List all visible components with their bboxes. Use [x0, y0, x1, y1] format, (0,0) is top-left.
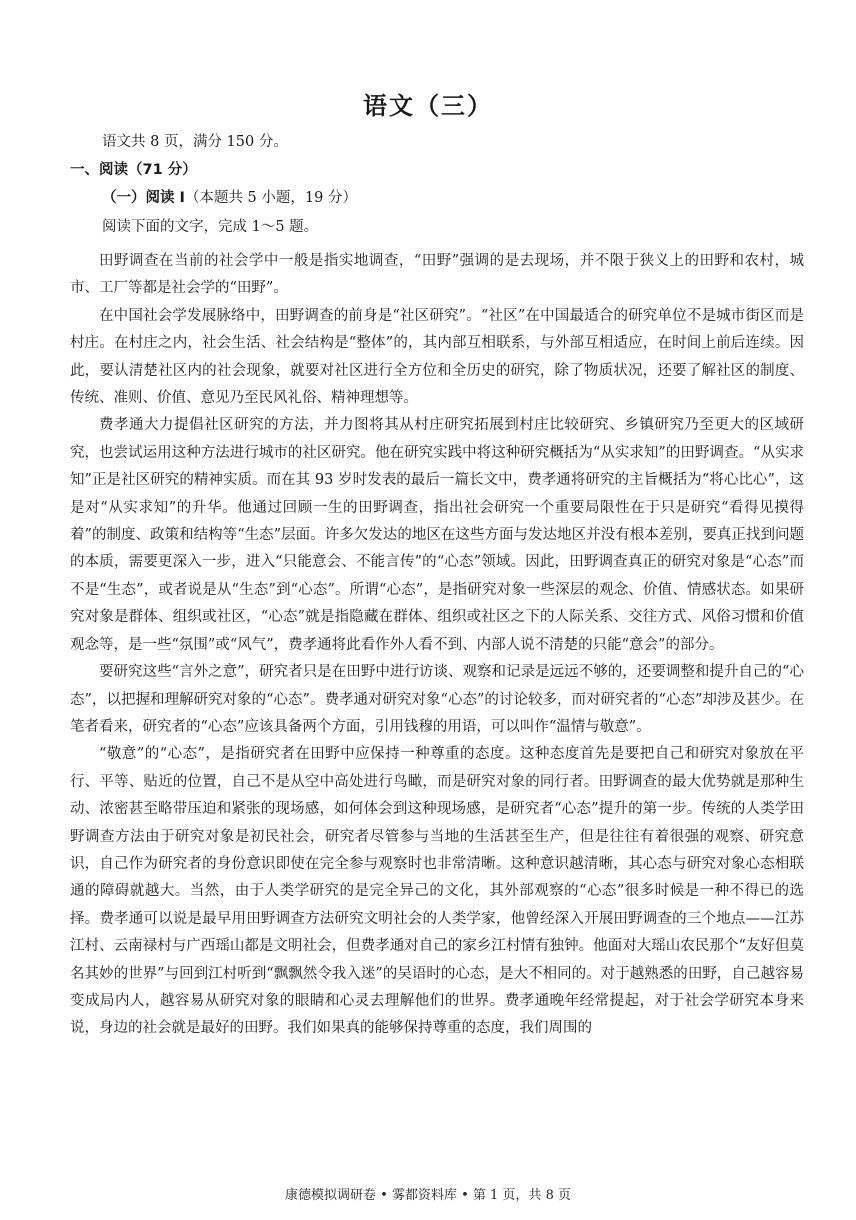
subsection-label: （一）阅读 Ⅰ — [102, 190, 185, 206]
passage-paragraph-5: “敬意”的“心态”，是指研究者在田野中应保持一种尊重的态度。这种态度首先是要把自己和研究对象放在平行、平等、贴近的位置，自己不是从空中高处进行鸟瞰，而是研究对象的同行者。田野调查的最大优势就是那种生动、浓密甚至略带压迫和紧张的现场感，如何体会到这种现场感，是研究者“心态”提升的第一步。传统的人类学田野调查方法由于研究对象是初民社会，研究者尽管参与当地的生活甚至生产，但是往往有着很强的观察、研究意识，自己作为研究者的身份意识即使在完全参与观察时也非常清晰。这种意识越清晰，其心态与研究对象心态相联通的障碍就越大。当然，由于人类学研究的是完全异己的文化，其外部观察的“心态”很多时候是一种不得已的选择。费孝通可以说是最早用田野调查方法研究文明社会的人类学家，他曾经深入开展田野调查的三个地点——江苏江村、云南禄村与广西瑶山都是文明社会，但费孝通对自己的家乡江村情有独钟。他面对大瑶山农民那个“友好但莫名其妙的世界”与回到江村听到“飘飘然令我入迷”的吴语时的心态，是大不相同的。对于越熟悉的田野，自己越容易变成局内人，越容易从研究对象的眼睛和心灵去理解他们的世界。费孝通晚年经常提起，对于社会学研究本身来说，身边的社会就是最好的田野。我们如果真的能够保持尊重的态度，我们周围的 — [70, 746, 804, 1037]
exam-intro: 语文共 8 页，满分 150 分。 — [102, 134, 288, 150]
passage-body — [70, 248, 804, 1043]
passage-paragraph-3: 费孝通大力提倡社区研究的方法，并力图将其从村庄研究拓展到村庄比较研究、乡镇研究乃至更大的区域研究，也尝试运用这种方法进行城市的社区研究。他在研究实践中将这种研究概括为“从实求知”的田野调查。“从实求知”正是社区研究的精神实质。而在其 93 岁时发表的最后一篇长文中，费孝通将研究的主旨概括为“将心比心”，这是对“从实求知”的升华。他通过回顾一生的田野调查，指出社会研究一个重要局限性在于只是研究“看得见摸得着”的制度、政策和结构等“生态”层面。许多欠发达的地区在这些方面与发达地区并没有根本差别，要真正找到问题的本质，需要更深入一步，进入“只能意会、不能言传”的“心态”领域。因此，田野调查真正的研究对象是“心态”而不是“生态”，或者说是从“生态”到“心态”。所谓“心态”，是指研究对象一些深层的观念、价值、情感状态。如果研究对象是群体、组织或社区，“心态”就是指隐藏在群体、组织或社区之下的人际关系、交往方式、风俗习惯和价值观念等，是一些“氛围”或“风气”，费孝通将此看作外人看不到、内部人说不清楚的只能“意会”的部分。 — [70, 417, 804, 653]
subsection-info: （本题共 5 小题，19 分） — [184, 190, 357, 206]
reading-instruction: 阅读下面的文字，完成 1～5 题。 — [102, 219, 319, 235]
page-footer: 康德模拟调研卷 • 雾都资料库 • 第 1 页，共 8 页 — [285, 1188, 571, 1203]
passage-paragraph-2: 在中国社会学发展脉络中，田野调查的前身是“社区研究”。“社区”在中国最适合的研究单位不是城市街区而是村庄。在村庄之内，社会生活、社会结构是“整体”的，其内部互相联系，与外部互相适应，在时间上前后连续。因此，要认清楚社区内的社会现象，就要对社区进行全方位和全历史的研究，除了物质状况，还要了解社区的制度、传统、准则、价值、意见乃至民风礼俗、精神理想等。 — [70, 307, 804, 407]
subsection-heading — [102, 188, 357, 208]
page-title: 语文（三） — [363, 92, 493, 120]
passage-paragraph-1: 田野调查在当前的社会学中一般是指实地调查，“田野”强调的是去现场，并不限于狭义上的田野和农村，城市、工厂等都是社会学的“田野”。 — [70, 253, 804, 297]
section-heading: 一、阅读（71 分） — [70, 162, 197, 178]
passage-paragraph-4: 要研究这些“言外之意”，研究者只是在田野中进行访谈、观察和记录是远远不够的，还要调整和提升自己的“心态”，以把握和理解研究对象的“心态”。费孝通对研究对象“心态”的讨论较多，而对研究者的“心态”却涉及甚少。在笔者看来，研究者的“心态”应该具备两个方面，引用钱穆的用语，可以叫作“温情与敬意”。 — [70, 664, 804, 735]
